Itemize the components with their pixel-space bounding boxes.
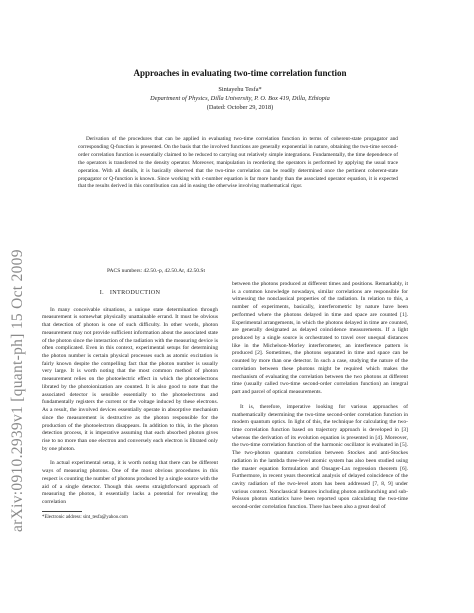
paragraph: It is, therefore, imperative looking for various approaches of mathematically determining the two-time second-order correlation function in modern quantum optics. In light of this, the technique for calculating the two-time correlation function based on trajectory approach is developed in [3] whereas the derivation of its evolution equation is presented in [4]. Moreover, the two-time correlation function of the harmonic oscillator is evaluated in [5]. The two-photon quantum correlation between Stockes and anti-Stockes radiation in the lambda three-level atomic system has also been studied using the master equation formulation and Onsager-Lax regression theorem [6]. Furthermore, in recent years theoretical analysis of delayed coincidence of the cavity radiation of the two-level atom has been addressed [7, 8, 9] under various context. Nonclassical features including photon antibunching and sub-Poisson photon statistics have been reported upon calculating the two-time second-order correlation function. There has been also a great deal of (232, 403, 408, 511)
section-title: INTRODUCTION (109, 289, 161, 296)
dated: (Dated: October 29, 2018) (206, 104, 274, 111)
footnote-rule (42, 511, 82, 512)
author: Sintayehu Tesfa* (218, 86, 262, 93)
abstract-text: Derivation of the procedures that can be applied in evaluating two-time correlation function in terms of coherent-state propagator and corresponding Q-function is presented. On the basis that the involved functions are generally exponential in nature, obtaining the two-time second-order correlation function is essentially claimed to be reduced to carrying out relatively simple integrations. Fundamentally, the time dependence of the operators is transferred to the density operator. Moreover, manipulation in reordering the operators is performed by applying the usual trace operation. With all details, it is basically observed that the two-time correlation can be readily determined once the pertinent coherent-state propagator or Q-function is known. Since working with c-number equation is far more handy than the associated operator equation, it is expected that the results derived in this contribution can aid in easing the otherwise involving mathematical rigor. (78, 136, 398, 190)
abstract (78, 136, 398, 191)
paper-title: Approaches in evaluating two-time correlation function (133, 68, 347, 78)
footnote: *Electronic address: sint_tesfa@yahoo.com (42, 514, 128, 520)
left-column (42, 285, 218, 521)
right-column (232, 281, 408, 512)
section-number: I. (99, 289, 104, 296)
affiliation: Department of Physics, Dilla University, P. O. Box 419, Dilla, Ethiopia (150, 95, 330, 102)
paragraph: In actual experimental setup, it is worth noting that there can be different ways of measuring photons. One of the most obvious procedures in this respect is counting the number of photons produced by a single source with the aid of a single detector. Though this seems straightforward approach of measuring the photon, it essentially lacks a potential for revealing the correlation (42, 460, 218, 505)
paragraph: In many conceivable situations, a unique state determination through measurement is somewhat physically unattainable errand. It must be obvious that detection of photon is one of such difficulty. In other words, photon measurement may not provide sufficient information about the associated state of the photon since the interaction of the radiation with the measuring device is often complicated. Even in this context, experimental setups for determining the photon number is certain physical processes such as atomic excitation is fairly known despite the compelling fact that the photon number is usually very large. It is worth noting that the most common method of photon measurement relies on the photoelectric effect in which the photoelectrons librated by the photoionization are counted. It is also good to note that the associated detector is sensible essentially to the photoelectrons and fundamentally registers the current or the voltage induced by these electrons. As a result, the involved devices essentially operate in absorptive mechanism since the measurement is destructive as the photon responsible for the production of the photoelectron disappears. In addition to this, in the photon detection process, it is imperative assuming that each absorbed photon gives rise to no more than one electron and conversely each electron is librated only by one photon. (42, 306, 218, 452)
pacs-numbers: PACS numbers: 42.50.-p, 42.50.Ar, 42.50.St (107, 268, 205, 274)
paragraph: between the photons produced at different times and positions. Remarkably, it is a common knowledge nowadays, similar correlations are responsible for witnessing the nonclassical properties of the radiation. In relation to this, a number of experiments, basically, interferometric by nature have been performed where the photons delayed in time and space are counted [1]. Experimental arrangements, in which the photons delayed in time are counted, are generally designated as delayed coincidence measurements. If a light produced by a single source is orchestrated to travel over unequal distances like in the Michelson-Morley interferometer, an interference pattern is produced [2]. Sometimes, the photons separated in time and space can be counted by more than one detector. In such a case, studying the nature of the correlation between these photons might be required which makes the mechanism of evaluating the correlation between the two photons at different time (usually called two-time second-order correlation function) an integral part and parcel of optical measurements. (232, 281, 408, 396)
section-heading (42, 289, 218, 297)
arxiv-stamp: arXiv:0910.2939v1 [quant-ph] 15 Oct 2009 (9, 249, 26, 533)
